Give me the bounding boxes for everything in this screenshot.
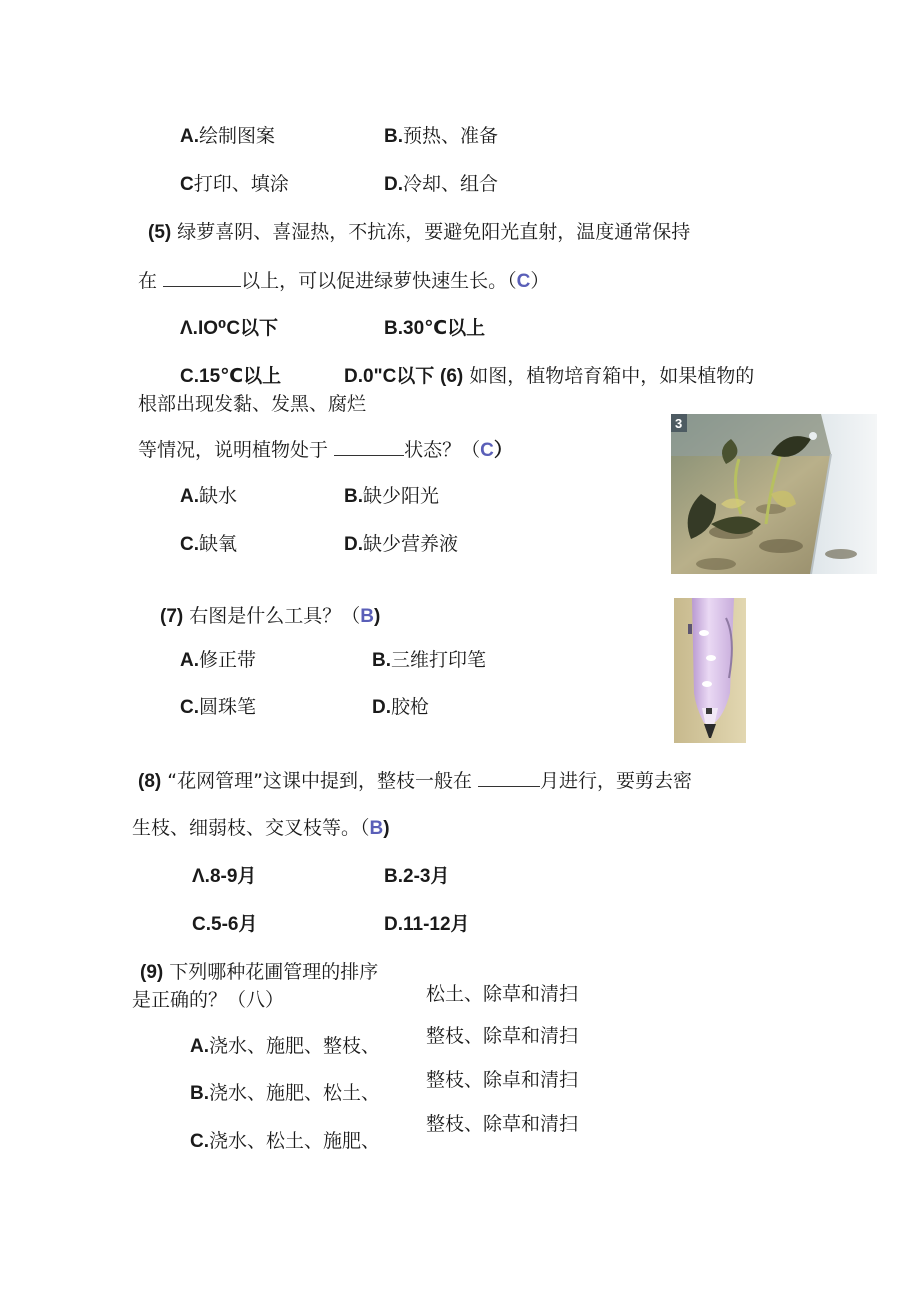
plant-box-illustration	[671, 414, 877, 574]
q6-option-a: A.缺水	[180, 485, 238, 507]
plant-box-photo	[671, 414, 877, 574]
q6-stem-line1: (6) 如图，植物培育箱中，如果植物的	[440, 365, 755, 387]
q9-option-c: C.浇水、松土、施肥、	[190, 1130, 381, 1152]
q9-stem-line2: 是正确的？（八）	[132, 989, 285, 1011]
3d-pen-photo	[674, 598, 746, 743]
q9-option-continuation-2: 整枝、除草和清扫	[426, 1025, 579, 1047]
q8-blank	[478, 768, 540, 787]
q7-option-a: A.修正带	[180, 649, 257, 671]
q4-option-b: B.预热、准备	[384, 125, 499, 147]
q5-stem-line1: (5) 绿萝喜阴、喜湿热，不抗冻，要避免阳光直射，温度通常保持	[148, 221, 691, 243]
q7-stem: (7) 右图是什么工具？（B)	[160, 605, 381, 627]
3d-pen-illustration	[674, 598, 746, 743]
q6-option-b: B.缺少阳光	[344, 485, 440, 507]
q6-stem-line3: 等情况，说明植物处于 状态？（C）	[138, 439, 513, 461]
photo-tag: 3	[675, 416, 683, 431]
q5-blank	[163, 268, 241, 287]
q4-option-c: C打印、填涂	[180, 173, 289, 195]
q6-option-d: D.缺少营养液	[344, 533, 459, 555]
q9-option-b: B.浇水、施肥、松土、	[190, 1082, 381, 1104]
q5-option-d: D.0"C以下	[344, 366, 435, 387]
q7-answer: B	[360, 606, 375, 627]
q8-answer: B	[369, 818, 384, 839]
q4-option-d: D.冷却、组合	[384, 173, 499, 195]
q6-answer: C	[480, 440, 494, 461]
q7-option-d: D.胶枪	[372, 696, 430, 718]
q5-option-a: Λ.IO⁰C以下	[180, 318, 279, 339]
q9-option-continuation-3: 整枝、除卓和清扫	[426, 1069, 579, 1091]
q6-stem-line2: 根部出现发黏、发黑、腐烂	[138, 393, 367, 415]
q4-option-a: A.绘制图案	[180, 125, 276, 147]
q8-option-a: Λ.8-9月	[192, 866, 257, 887]
q5-option-c: C.15℃以上	[180, 366, 282, 387]
q7-option-c: C.圆珠笔	[180, 696, 257, 718]
q5-stem-line2: 在 以上，可以促进绿萝快速生长。（C）	[138, 270, 550, 292]
q9-stem-line1: (9) 下列哪种花圃管理的排序	[140, 961, 379, 983]
q7-option-b: B.三维打印笔	[372, 649, 487, 671]
q8-option-c: C.5-6月	[192, 914, 258, 935]
q8-stem-line2: 生枝、细弱枝、交叉枝等。（B)	[132, 817, 390, 839]
q9-option-continuation-1: 松土、除草和清扫	[426, 983, 579, 1005]
q8-option-d: D.11-12月	[384, 914, 470, 935]
q5-answer: C	[516, 271, 531, 292]
q8-option-b: B.2-3月	[384, 866, 450, 887]
q5-option-b: B.30℃以上	[384, 318, 486, 339]
q9-option-a: A.浇水、施肥、整枝、	[190, 1035, 381, 1057]
q8-stem-line1: (8) “花网管理”这课中提到，整枝一般在 月进行，要剪去密	[138, 770, 693, 792]
q6-option-c: C.缺氧	[180, 533, 238, 555]
q6-blank	[334, 437, 404, 456]
q9-option-continuation-4: 整枝、除草和清扫	[426, 1113, 579, 1135]
